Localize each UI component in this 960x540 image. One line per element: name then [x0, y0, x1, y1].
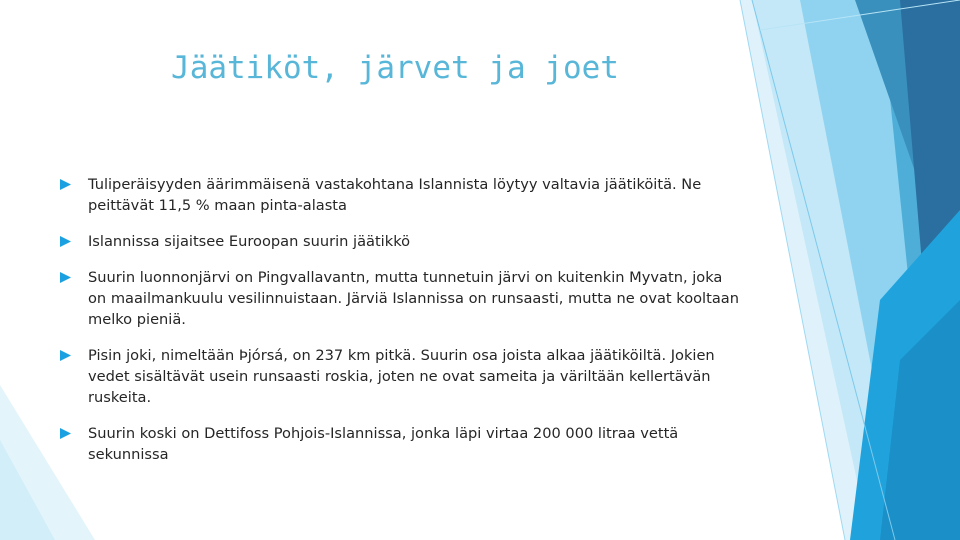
triangle-right-icon — [60, 236, 71, 247]
bullet-item — [60, 345, 740, 408]
triangle-right-icon — [60, 272, 71, 283]
slide-title: Jäätiköt, järvet ja joet — [171, 50, 619, 86]
bullet-text: Suurin luonnonjärvi on Pingvallavantn, mutta tunnetuin järvi on kuitenkin Myvatn, joka on maailmankuulu vesilinnuistaan. Järviä Islannissa on runsaasti, mutta ne ovat kooltaan melko pieniä. — [88, 269, 739, 328]
bullet-item — [60, 231, 740, 252]
bullet-item — [60, 423, 740, 465]
bullet-text: Suurin koski on Dettifoss Pohjois-Islannissa, jonka läpi virtaa 200 000 litraa vettä sekunnissa — [88, 425, 679, 463]
bullet-text: Pisin joki, nimeltään Þjórsá, on 237 km pitkä. Suurin osa joista alkaa jäätiköiltä. Jokien vedet sisältävät usein runsaasti roskia, joten ne ovat sameita ja väriltään kellertävän ruskeita. — [88, 347, 715, 406]
triangle-right-icon — [60, 350, 71, 361]
bullet-text: Islannissa sijaitsee Euroopan suurin jäätikkö — [88, 233, 411, 250]
triangle-right-icon — [60, 428, 71, 439]
bullet-item — [60, 267, 740, 330]
bullet-item — [60, 174, 740, 216]
bullet-list — [60, 174, 740, 480]
triangle-right-icon — [60, 179, 71, 190]
bullet-text: Tuliperäisyyden äärimmäisenä vastakohtana Islannista löytyy valtavia jäätiköitä. Ne peittävät 11,5 % maan pinta-alasta — [88, 176, 702, 214]
